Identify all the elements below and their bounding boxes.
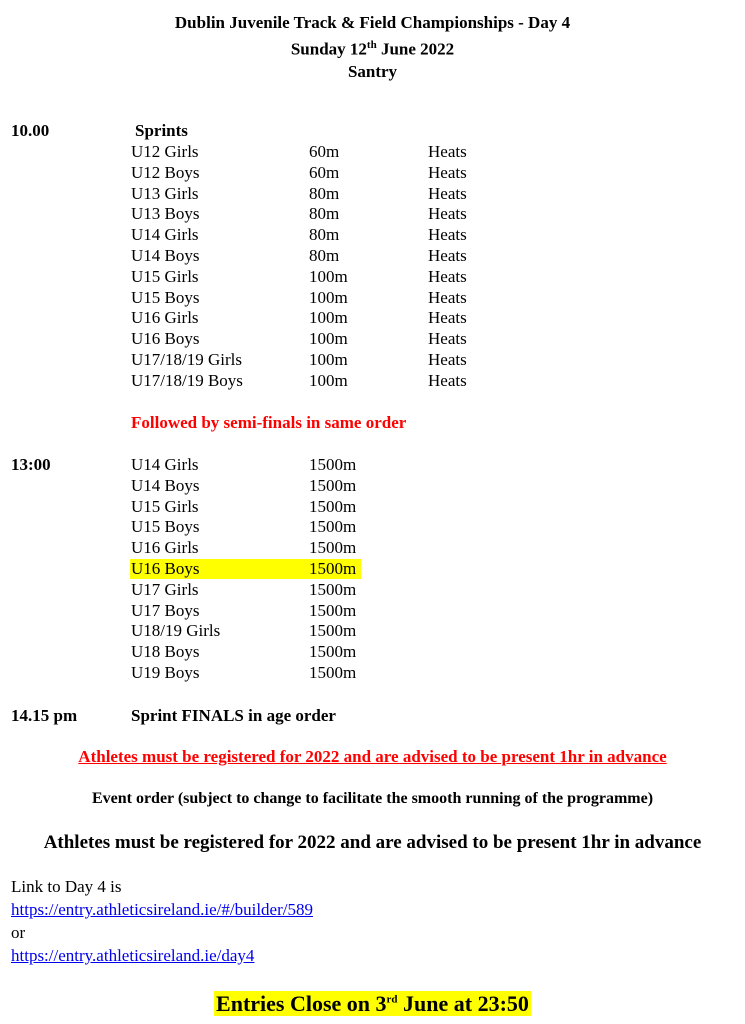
sprint-row bbox=[0, 203, 745, 224]
distance-category: U19 Boys bbox=[131, 663, 200, 682]
entries-close-banner bbox=[0, 986, 745, 1021]
distance-category: U15 Boys bbox=[131, 517, 200, 537]
sprint-distance: 80m bbox=[309, 183, 340, 203]
document-title bbox=[0, 12, 745, 83]
title-line-1: Dublin Juvenile Track & Field Championships - Day 4 bbox=[174, 13, 571, 32]
distance-row bbox=[0, 662, 745, 683]
finals-text: Sprint FINALS in age order bbox=[131, 706, 336, 725]
sprint-category: U14 Boys bbox=[131, 246, 200, 265]
distance-row bbox=[0, 537, 745, 558]
distance-category: U17 Boys bbox=[131, 600, 200, 620]
day4-link[interactable]: https://entry.athleticsireland.ie/day4 bbox=[11, 946, 255, 965]
distance-row bbox=[0, 620, 745, 641]
link-or: or bbox=[11, 923, 26, 942]
sprint-row bbox=[0, 141, 745, 162]
sprint-category: U15 Girls bbox=[131, 266, 199, 286]
distance-row bbox=[0, 454, 745, 475]
link-intro: Link to Day 4 is bbox=[11, 877, 122, 896]
close-text-pre: Entries Close on 3 bbox=[216, 991, 387, 1017]
sprint-row bbox=[0, 349, 745, 370]
sprint-row bbox=[0, 287, 745, 308]
registration-notice-red: Athletes must be registered for 2022 and are advised to be present 1hr in advance bbox=[78, 747, 667, 766]
distance-time: 13:00 bbox=[11, 455, 51, 474]
sprint-round: Heats bbox=[428, 225, 467, 245]
sprint-round: Heats bbox=[428, 246, 467, 265]
builder-link[interactable]: https://entry.athleticsireland.ie/#/builder/589 bbox=[11, 900, 313, 919]
distance-row-highlighted bbox=[0, 558, 745, 579]
sprint-row bbox=[0, 328, 745, 349]
sprint-category: U14 Girls bbox=[131, 225, 199, 245]
sprint-row bbox=[0, 370, 745, 391]
distance-event: 1500m bbox=[309, 600, 357, 620]
distance-category: U16 Girls bbox=[131, 538, 199, 558]
sprint-distance: 60m bbox=[309, 162, 340, 182]
sprint-category: U13 Girls bbox=[131, 183, 199, 203]
sprint-round: Heats bbox=[428, 162, 467, 182]
close-text-post: June at 23:50 bbox=[397, 991, 529, 1017]
sprint-distance: 100m bbox=[309, 266, 348, 286]
date-suffix: th bbox=[366, 39, 377, 51]
sprint-round: Heats bbox=[428, 204, 467, 224]
sprint-round: Heats bbox=[428, 142, 467, 161]
distance-category: U18 Boys bbox=[131, 642, 200, 662]
distance-row bbox=[0, 516, 745, 537]
sprint-round: Heats bbox=[428, 287, 467, 307]
distance-event: 1500m bbox=[309, 455, 357, 474]
distance-row bbox=[0, 641, 745, 662]
venue: Santry bbox=[347, 61, 398, 81]
sprint-round: Heats bbox=[428, 329, 467, 349]
sprint-round: Heats bbox=[428, 183, 467, 203]
entries-close-text bbox=[214, 991, 531, 1016]
sprint-row bbox=[0, 162, 745, 183]
sprint-distance: 80m bbox=[309, 246, 340, 265]
sprint-category: U12 Girls bbox=[131, 142, 199, 161]
distance-event: 1500m bbox=[309, 642, 357, 662]
distance-event: 1500m bbox=[309, 579, 357, 599]
close-date-suffix: rd bbox=[386, 994, 398, 1006]
sprint-round: Heats bbox=[428, 308, 467, 328]
sprints-time: 10.00 bbox=[11, 121, 50, 140]
distance-event: 1500m bbox=[309, 475, 357, 495]
sprint-category: U17/18/19 Girls bbox=[131, 350, 242, 369]
sprint-category: U16 Boys bbox=[131, 329, 200, 349]
date-text: Sunday 12 bbox=[290, 39, 367, 59]
sprint-category: U17/18/19 Boys bbox=[131, 370, 243, 390]
sprint-row bbox=[0, 224, 745, 245]
sprint-row bbox=[0, 183, 745, 204]
distance-event: 1500m bbox=[309, 517, 357, 537]
event-order-notice: Event order (subject to change to facilitate the smooth running of the programme) bbox=[91, 790, 654, 807]
sprint-round: Heats bbox=[428, 370, 467, 390]
distance-event: 1500m bbox=[309, 663, 357, 682]
sprint-round: Heats bbox=[428, 350, 467, 369]
sprint-distance: 80m bbox=[309, 204, 340, 224]
sprint-distance: 100m bbox=[309, 370, 348, 390]
distance-category: U18/19 Girls bbox=[131, 621, 221, 641]
distance-row bbox=[0, 475, 745, 496]
finals-time: 14.15 pm bbox=[11, 706, 78, 725]
sprints-heading: Sprints bbox=[135, 121, 188, 140]
sprint-category: U12 Boys bbox=[131, 162, 200, 182]
sprint-row bbox=[0, 307, 745, 328]
distance-category: U15 Girls bbox=[131, 496, 199, 516]
sprint-round: Heats bbox=[428, 266, 467, 286]
sprint-distance: 60m bbox=[309, 142, 340, 161]
sprint-distance: 80m bbox=[309, 225, 340, 245]
title-date bbox=[0, 34, 745, 61]
distance-row bbox=[0, 579, 745, 600]
distance-event: 1500m bbox=[309, 621, 357, 641]
sprint-distance: 100m bbox=[309, 308, 348, 328]
sprint-distance: 100m bbox=[309, 350, 348, 369]
sprint-distance: 100m bbox=[309, 287, 348, 307]
sprint-category: U13 Boys bbox=[131, 204, 200, 224]
sprint-category: U15 Boys bbox=[131, 287, 200, 307]
distance-row bbox=[0, 496, 745, 517]
distance-event: 1500m bbox=[309, 538, 357, 558]
distance-category: U14 Girls bbox=[131, 455, 199, 474]
distance-category: U16 Boys bbox=[131, 559, 200, 578]
sprint-row bbox=[0, 266, 745, 287]
sprint-row bbox=[0, 245, 745, 266]
distance-category: U17 Girls bbox=[131, 579, 199, 599]
distance-event: 1500m bbox=[309, 559, 357, 578]
distance-category: U14 Boys bbox=[131, 475, 200, 495]
date-month-year: June 2022 bbox=[376, 39, 455, 59]
sprint-category: U16 Girls bbox=[131, 308, 199, 328]
sprint-distance: 100m bbox=[309, 329, 348, 349]
distance-row bbox=[0, 600, 745, 621]
distance-event: 1500m bbox=[309, 496, 357, 516]
semi-finals-note: Followed by semi-finals in same order bbox=[131, 413, 407, 432]
registration-notice: Athletes must be registered for 2022 and are advised to be present 1hr in advance bbox=[43, 832, 702, 853]
